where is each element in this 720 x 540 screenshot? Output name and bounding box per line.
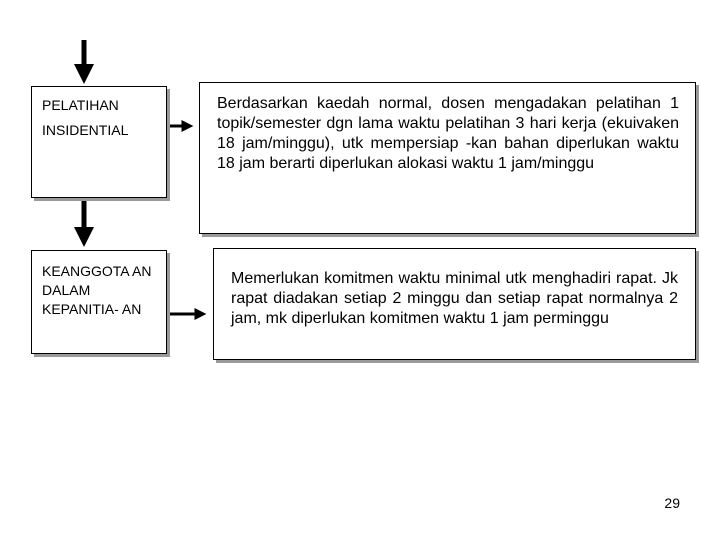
keanggotaan-kepanitiaan-box [31,250,167,354]
pelatihan-description-box [199,82,696,234]
insidential-label: INSIDENTIAL [42,122,129,138]
keanggotaan-label: KEANGGOTA AN DALAM KEPANITIA- AN [42,263,152,317]
kepanitiaan-description-box [213,248,696,360]
page-number: 29 [664,495,680,511]
pelatihan-insidential-box [31,86,167,198]
kepanitiaan-description-text: Memerlukan komitmen waktu minimal utk menghadiri rapat. Jk rapat diadakan setiap 2 minggu dan setiap rapat normalnya 2 jam, mk diperlukan komitmen waktu 1 jam perminggu [231,270,678,327]
pelatihan-label: PELATIHAN [42,97,119,113]
pelatihan-description-text: Berdasarkan kaedah normal, dosen mengadakan pelatihan 1 topik/semester dgn lama waktu pelatihan 3 hari kerja (ekuivaken 18 jam/minggu), utk mempersiap -kan bahan diperlukan waktu 18 jam berarti diperlukan alokasi waktu 1 jam/minggu [217,95,679,172]
